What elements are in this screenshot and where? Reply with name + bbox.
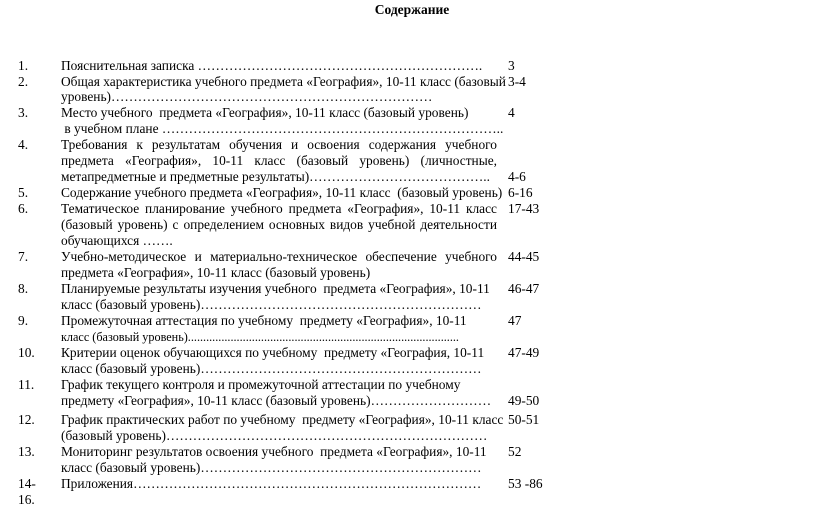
toc-item-number: 16. [18,492,35,507]
toc-item-page: 4 [508,105,515,120]
toc-item-page: 52 [508,444,522,459]
toc-item-number: 2. [18,74,29,89]
toc-item-text: предмета «География», 10-11 класс (базовый уровень) (личностные, [61,153,497,168]
toc-item-text: класс (базовый уровень)……………………………………………………… [61,297,482,312]
toc-item-number: 1. [18,58,29,73]
toc-item-text: предмета «География», 10-11 класс (базовый уровень) [61,265,371,280]
toc-item-text: Общая характеристика учебного предмета «География», 10-11 класс (базовый [61,74,506,89]
toc-item-text: График практических работ по учебному предмету «География», 10-11 класс [61,412,504,427]
toc-item-number: 11. [18,377,35,392]
toc-item-text: метапредметные и предметные результаты)………………………………….. [61,169,490,184]
toc-item-text: Мониторинг результатов освоения учебного предмета «География», 10-11 [61,444,487,459]
toc-item-page: 47-49 [508,345,540,360]
toc-item-text: График текущего контроля и промежуточной аттестации по учебному [61,377,461,392]
toc-item-page: 46-47 [508,281,540,296]
toc-item-number: 10. [18,345,35,360]
toc-item-text: Промежуточная аттестация по учебному предмету «География», 10-11 [61,313,467,328]
toc-item-text: уровень)……………………………………………………………… [61,89,433,104]
toc-item-text: Содержание учебного предмета «География», 10-11 класс (базовый уровень) [61,185,503,200]
toc-item-page: 49-50 [508,393,540,408]
toc-item-number: 6. [18,201,29,216]
toc-item-text: (базовый уровень) с определением основных видов учебной деятельности [61,217,497,232]
toc-item-text: Планируемые результаты изучения учебного предмета «География», 10-11 [61,281,490,296]
toc-item-page: 47 [508,313,522,328]
toc-item-page: 50-51 [508,412,540,427]
toc-item-number: 13. [18,444,35,459]
toc-item-page: 44-45 [508,249,540,264]
toc-item-number: 8. [18,281,29,296]
toc-item-text: класс (базовый уровень)……………………………………………………… [61,361,482,376]
toc-item-number: 3. [18,105,29,120]
toc-item-number: 4. [18,137,29,152]
toc-item-page: 53 -86 [508,476,543,491]
toc-item-text: предмету «География», 10-11 класс (базовый уровень)……………………… [61,393,492,408]
toc-item-page: 6-16 [508,185,533,200]
toc-item-page: 3 [508,58,515,73]
toc-item-number: 14- [18,476,36,491]
toc-item-number: 7. [18,249,29,264]
toc-item-text: Пояснительная записка ………………………………………………………. [61,58,483,73]
toc-item-page: 17-43 [508,201,540,216]
toc-item-number: 5. [18,185,29,200]
toc-item-page: 4-6 [508,169,526,184]
toc-item-text: в учебном плане ………………………………………………………………….. [61,121,504,136]
toc-item-text: обучающихся ……. [61,233,173,248]
toc-item-text: Критерии оценок обучающихся по учебному предмету «География, 10-11 [61,345,485,360]
toc-item-text: Тематическое планирование учебного предмета «География», 10-11 класс [61,201,497,216]
toc-item-text: класс (базовый уровень)……………………………………………………… [61,460,482,475]
toc-item-text: (базовый уровень)……………………………………………………………… [61,428,488,443]
toc-item-text: Место учебного предмета «География», 10-11 класс (базовый уровень) [61,105,469,120]
toc-item-number: 12. [18,412,35,427]
toc-item-text: Учебно-методическое и материально-техническое обеспечение учебного [61,249,497,264]
toc-item-text: Требования к результатам обучения и освоения содержания учебного [61,137,497,152]
toc-item-page: 3-4 [508,74,526,89]
toc-item-text: класс (базовый уровень)......................................................................................... [61,330,459,344]
toc-item-number: 9. [18,313,29,328]
toc-item-text: Приложения…………………………………………………………………… [61,476,482,491]
page-title: Содержание [374,2,450,17]
